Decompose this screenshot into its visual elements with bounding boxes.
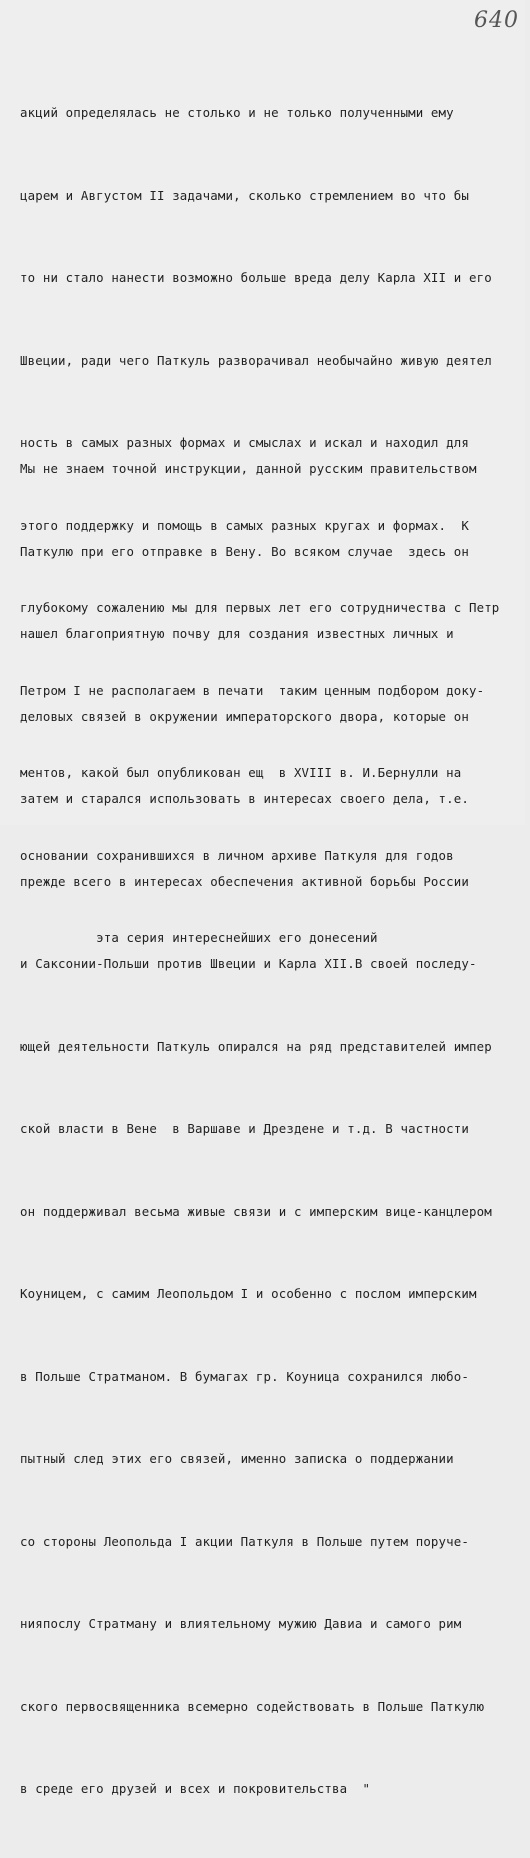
text-line: прежде всего в интересах обеспечения активной борьбы России [20, 873, 469, 889]
text-line: этого поддержку и помощь в самых разных кругах и формах. К [20, 517, 469, 533]
text-line: акций определялась не столько и не только полученными ему [20, 105, 454, 120]
text-line: царем и Августом II задачами, сколько стремлением во что бы [20, 187, 469, 203]
text-line: ской власти в Вене в Варшаве и Дрездене и т.д. В частности [20, 1121, 469, 1136]
text-line: эта серия интереснейших его донесений [20, 930, 378, 945]
text-line: ского первосвященника всемерно содействовать в Польше Паткулю [20, 1698, 485, 1714]
text-line: и Саксонии-Польши против Швеции и Карла XII.В своей последу- [20, 956, 477, 971]
text-line: Швеции, ради чего Паткуль разворачивал необычайно живую деятел [20, 352, 492, 368]
text-line: пытный след этих его связей, именно записка о поддержании [20, 1451, 454, 1466]
text-line: Мы не знаем точной инструкции, данной русским правительством [20, 461, 477, 476]
text-line: Петром I не располагаем в печати таким ценным подбором доку- [20, 682, 485, 698]
text-line: он поддерживал весьма живые связи и с имперским вице-канцлером [20, 1203, 492, 1219]
text-line: ющей деятельности Паткуль опирался на ряд представителей импер [20, 1038, 492, 1054]
text-line: Коуницем, с самим Леопольдом I и особенно с послом имперским [20, 1286, 477, 1301]
text-line: основании сохранившихся в личном архиве Паткуля для годов [20, 847, 454, 863]
text-line: нияпослу Стратману и влиятельному мужию Давиа и самого рим [20, 1616, 462, 1631]
text-line: в Польше Стратманом. В бумагах гр. Коуница сохранился любо- [20, 1368, 469, 1384]
text-line: в среде его друзей и всех и покровительства " [20, 1781, 371, 1796]
paragraph-2 [20, 400, 530, 1858]
page-number: 640 [474, 8, 519, 33]
text-line: то ни стало нанести возможно больше вреда делу Карла XII и его [20, 270, 492, 285]
text-line: ность в самых разных формах и смыслах и искал и находил для [20, 435, 469, 450]
text-line: Паткулю при его отправке в Вену. Во всяком случае здесь он [20, 543, 469, 559]
text-line: затем и старался использовать в интересах своего дела, т.е. [20, 791, 469, 806]
text-line: деловых связей в окружении императорского двора, которые он [20, 708, 469, 724]
text-line: нашел благоприятную почву для создания известных личных и [20, 626, 454, 641]
text-line: со стороны Леопольда I акции Паткуля в Польше путем поруче- [20, 1533, 469, 1549]
text-line: ментов, какой был опубликован ещ в XVIII в. И.Бернулли на [20, 765, 462, 780]
text-line: глубокому сожалению мы для первых лет его сотрудничества с Петр [20, 600, 500, 615]
